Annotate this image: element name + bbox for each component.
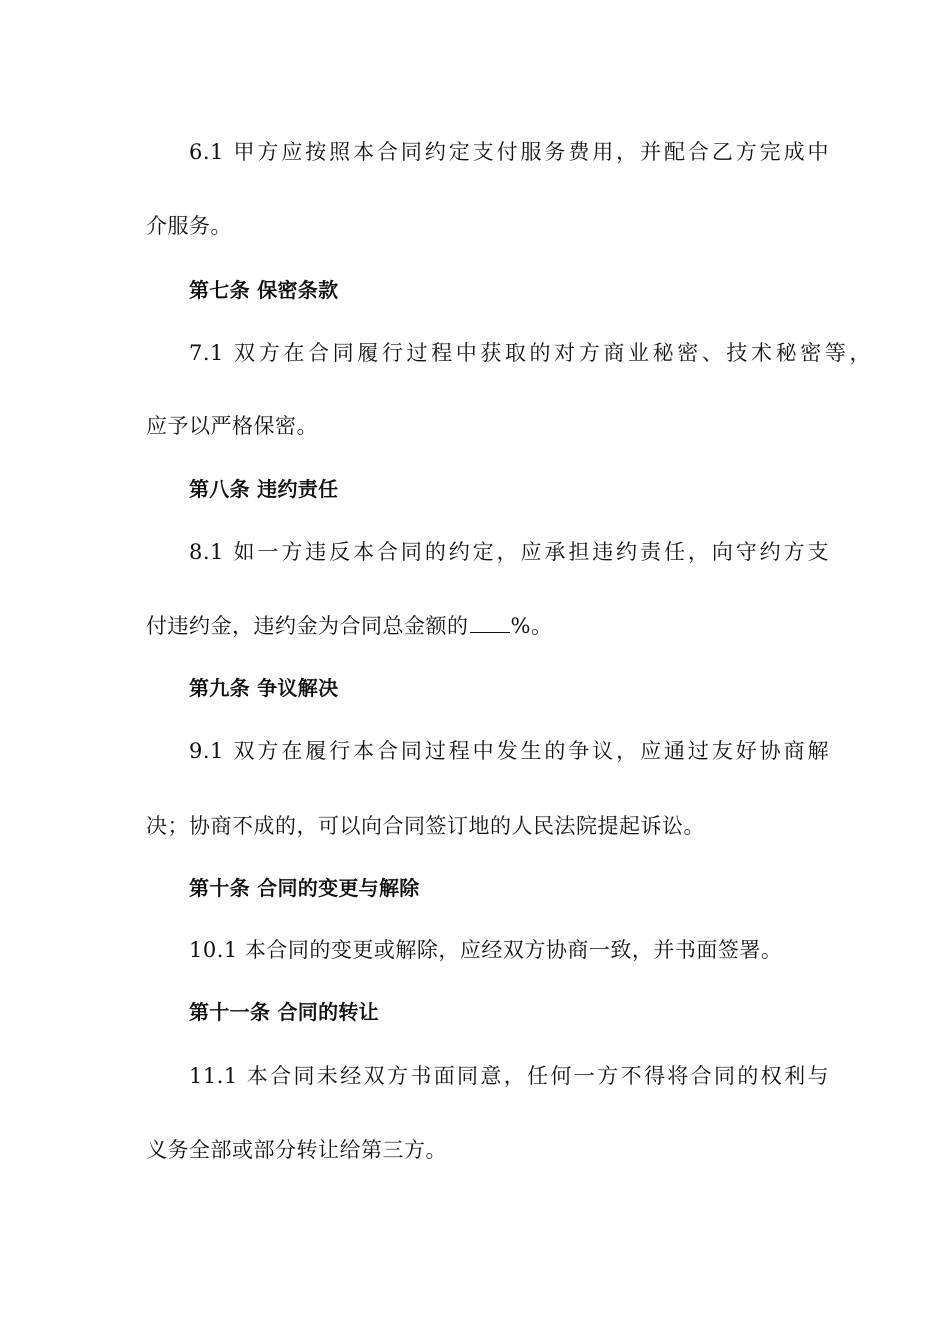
clause-9-1-line-2: 决；协商不成的，可以向合同签订地的人民法院提起诉讼。 xyxy=(146,814,705,838)
article-10-heading: 第十条 合同的变更与解除 xyxy=(189,876,420,900)
clause-8-1-line-2 xyxy=(146,611,826,641)
article-9-heading: 第九条 争议解决 xyxy=(189,676,339,700)
clause-6-1-line-1: 6.1 甲方应按照本合同约定支付服务费用，并配合乙方完成中 xyxy=(189,140,829,164)
clause-8-1-line-1: 8.1 如一方违反本合同的约定，应承担违约责任，向守约方支 xyxy=(189,540,829,564)
clause-10-1: 10.1 本合同的变更或解除，应经双方协商一致，并书面签署。 xyxy=(189,938,783,962)
clause-7-1-line-1: 7.1 双方在合同履行过程中获取的对方商业秘密、技术秘密等， xyxy=(189,341,871,365)
clause-8-1-text-before-blank: 付违约金，违约金为合同总金额的 xyxy=(146,614,469,638)
article-11-heading: 第十一条 合同的转让 xyxy=(189,1000,379,1024)
clause-9-1-line-1: 9.1 双方在履行本合同过程中发生的争议，应通过友好协商解 xyxy=(189,739,829,763)
clause-11-1-line-2: 义务全部或部分转让给第三方。 xyxy=(146,1138,447,1162)
article-7-heading: 第七条 保密条款 xyxy=(189,278,339,302)
penalty-percentage-blank xyxy=(470,612,510,633)
clause-7-1-line-2: 应予以严格保密。 xyxy=(146,414,318,438)
clause-6-1-line-2: 介服务。 xyxy=(146,214,232,238)
clause-8-1-text-after-blank: %。 xyxy=(510,614,553,638)
clause-11-1-line-1: 11.1 本合同未经双方书面同意，任何一方不得将合同的权利与 xyxy=(189,1064,829,1088)
article-8-heading: 第八条 违约责任 xyxy=(189,477,339,501)
